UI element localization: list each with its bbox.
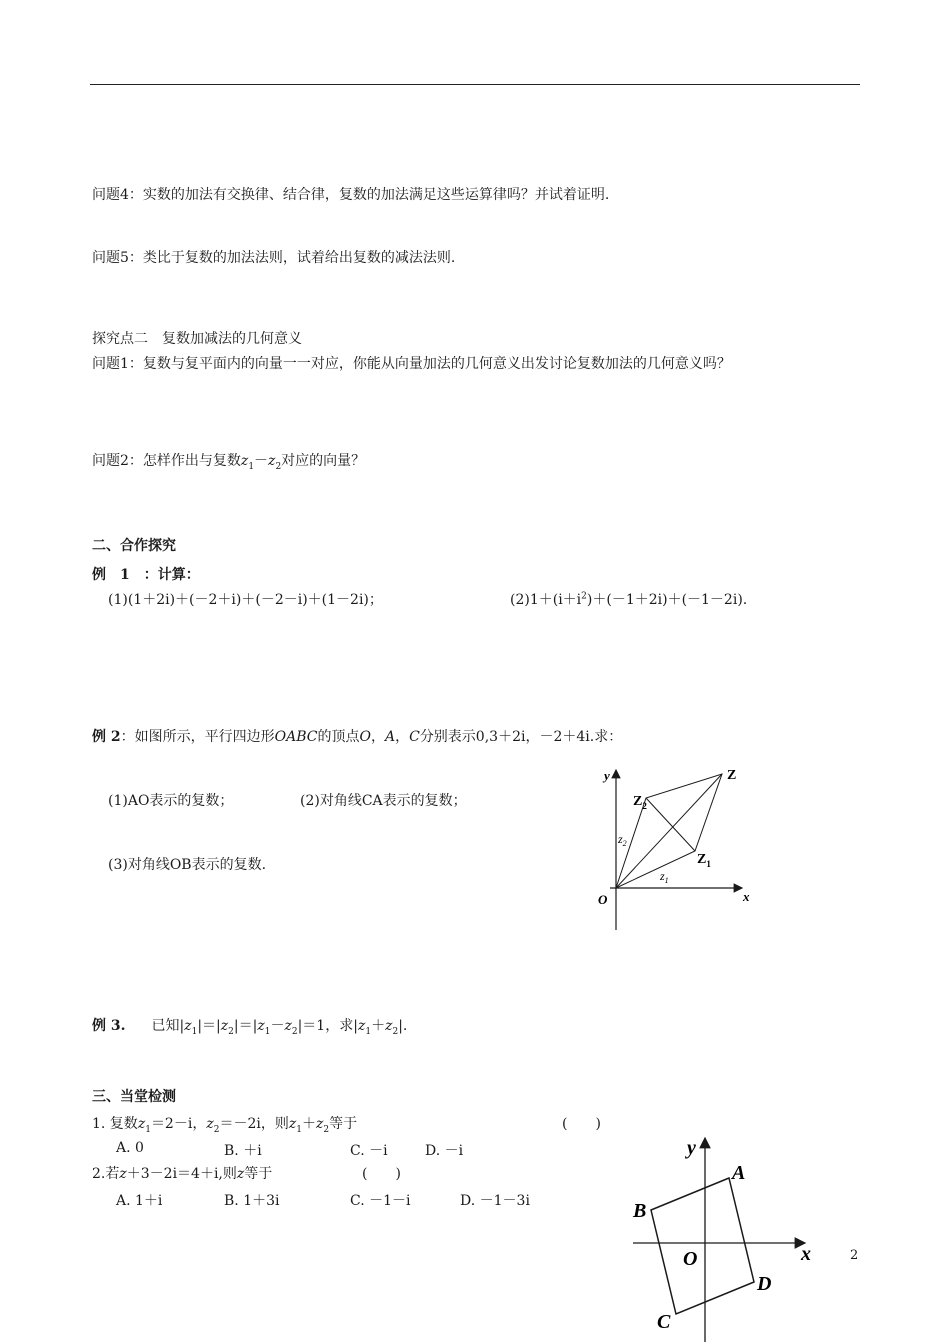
check-question-1-option-a: A. 0 — [116, 1140, 144, 1156]
x-axis-label: x — [743, 889, 750, 904]
vector-z2-label: $z_2$ — [618, 832, 627, 848]
question-4: 问题4：实数的加法有交换律、结合律，复数的加法满足这些运算律吗？并试着证明. — [92, 187, 610, 203]
y-axis-label: y — [687, 1137, 696, 1159]
section-2-title: 二、合作探究 — [92, 538, 176, 554]
explore-2-title: 探究点二 复数加减法的几何意义 — [92, 331, 302, 347]
section-3-title: 三、当堂检测 — [92, 1089, 176, 1105]
example-2-part-2: (2)对角线CA表示的复数； — [300, 793, 467, 809]
point-z1-label: $Z_1$ — [697, 852, 711, 869]
point-z2-label: $Z_2$ — [633, 794, 647, 811]
check-question-2: 2.若z＋3－2i＝4＋i,则z等于 — [92, 1166, 273, 1182]
square-abcd — [651, 1178, 754, 1314]
example-1-part-2: $(2)1+(i+i^2)+(-1+2i)+(-1-2i)$. — [510, 591, 748, 608]
parallelogram-figure — [590, 760, 770, 935]
check-question-1-option-b: B. ＋i — [224, 1143, 262, 1159]
example-1-part-1: (1)(1＋2i)＋(－2＋i)＋(－2－i)＋(1－2i)； — [108, 592, 383, 608]
page-number: 2 — [850, 1248, 859, 1263]
vector-z1-label: $z_1$ — [660, 869, 669, 885]
y-axis-label: y — [604, 768, 610, 783]
square-figure — [625, 1132, 825, 1344]
origin-label: O — [683, 1248, 698, 1270]
check-question-2-option-b: B. 1＋3i — [224, 1193, 280, 1209]
check-question-2-answer-blank: ( ) — [362, 1166, 401, 1182]
example-2-part-1: (1)AO表示的复数； — [108, 793, 234, 809]
point-a-label: A — [732, 1162, 746, 1184]
check-question-1-option-d: D. －i — [425, 1143, 464, 1159]
point-d-label: D — [757, 1273, 772, 1295]
check-question-2-option-c: C. －1－i — [350, 1193, 411, 1209]
x-axis-label: x — [801, 1243, 811, 1265]
example-2-statement: 例 2：如图所示，平行四边形OABC的顶点O，A，C分别表示0,3＋2i，－2＋4i.求： — [92, 729, 623, 745]
point-c-label: C — [657, 1311, 671, 1333]
point-z-label: Z — [727, 768, 737, 783]
example-3-statement: 例 3. 已知$|z_1|=|z_2|=|z_1-z_2|=1$，求$|z_1+z_2|$. — [92, 1018, 408, 1037]
header-rule — [90, 84, 860, 85]
check-question-2-option-d: D. －1－3i — [460, 1193, 530, 1209]
check-question-1: 1. 复数$z_1=2-i$，$z_2=-2i$，则$z_1+z_2$等于 — [92, 1116, 358, 1135]
origin-label: O — [598, 892, 608, 907]
check-question-1-option-c: C. －i — [350, 1143, 388, 1159]
check-question-2-option-a: A. 1＋i — [116, 1193, 163, 1209]
diagonal-z1z2 — [646, 798, 695, 851]
point-b-label: B — [633, 1200, 647, 1222]
check-question-1-answer-blank: ( ) — [562, 1116, 601, 1132]
explore-2-question-2: 问题2：怎样作出与复数$z_1-z_2$对应的向量？ — [92, 453, 366, 472]
question-5: 问题5：类比于复数的加法法则，试着给出复数的减法法则. — [92, 250, 456, 266]
example-1-label: 例 1 ：计算： — [92, 567, 200, 583]
explore-2-question-1: 问题1：复数与复平面内的向量一一对应，你能从向量加法的几何意义出发讨论复数加法的几何意义吗？ — [92, 356, 731, 372]
example-2-part-3: (3)对角线OB表示的复数. — [108, 857, 267, 873]
